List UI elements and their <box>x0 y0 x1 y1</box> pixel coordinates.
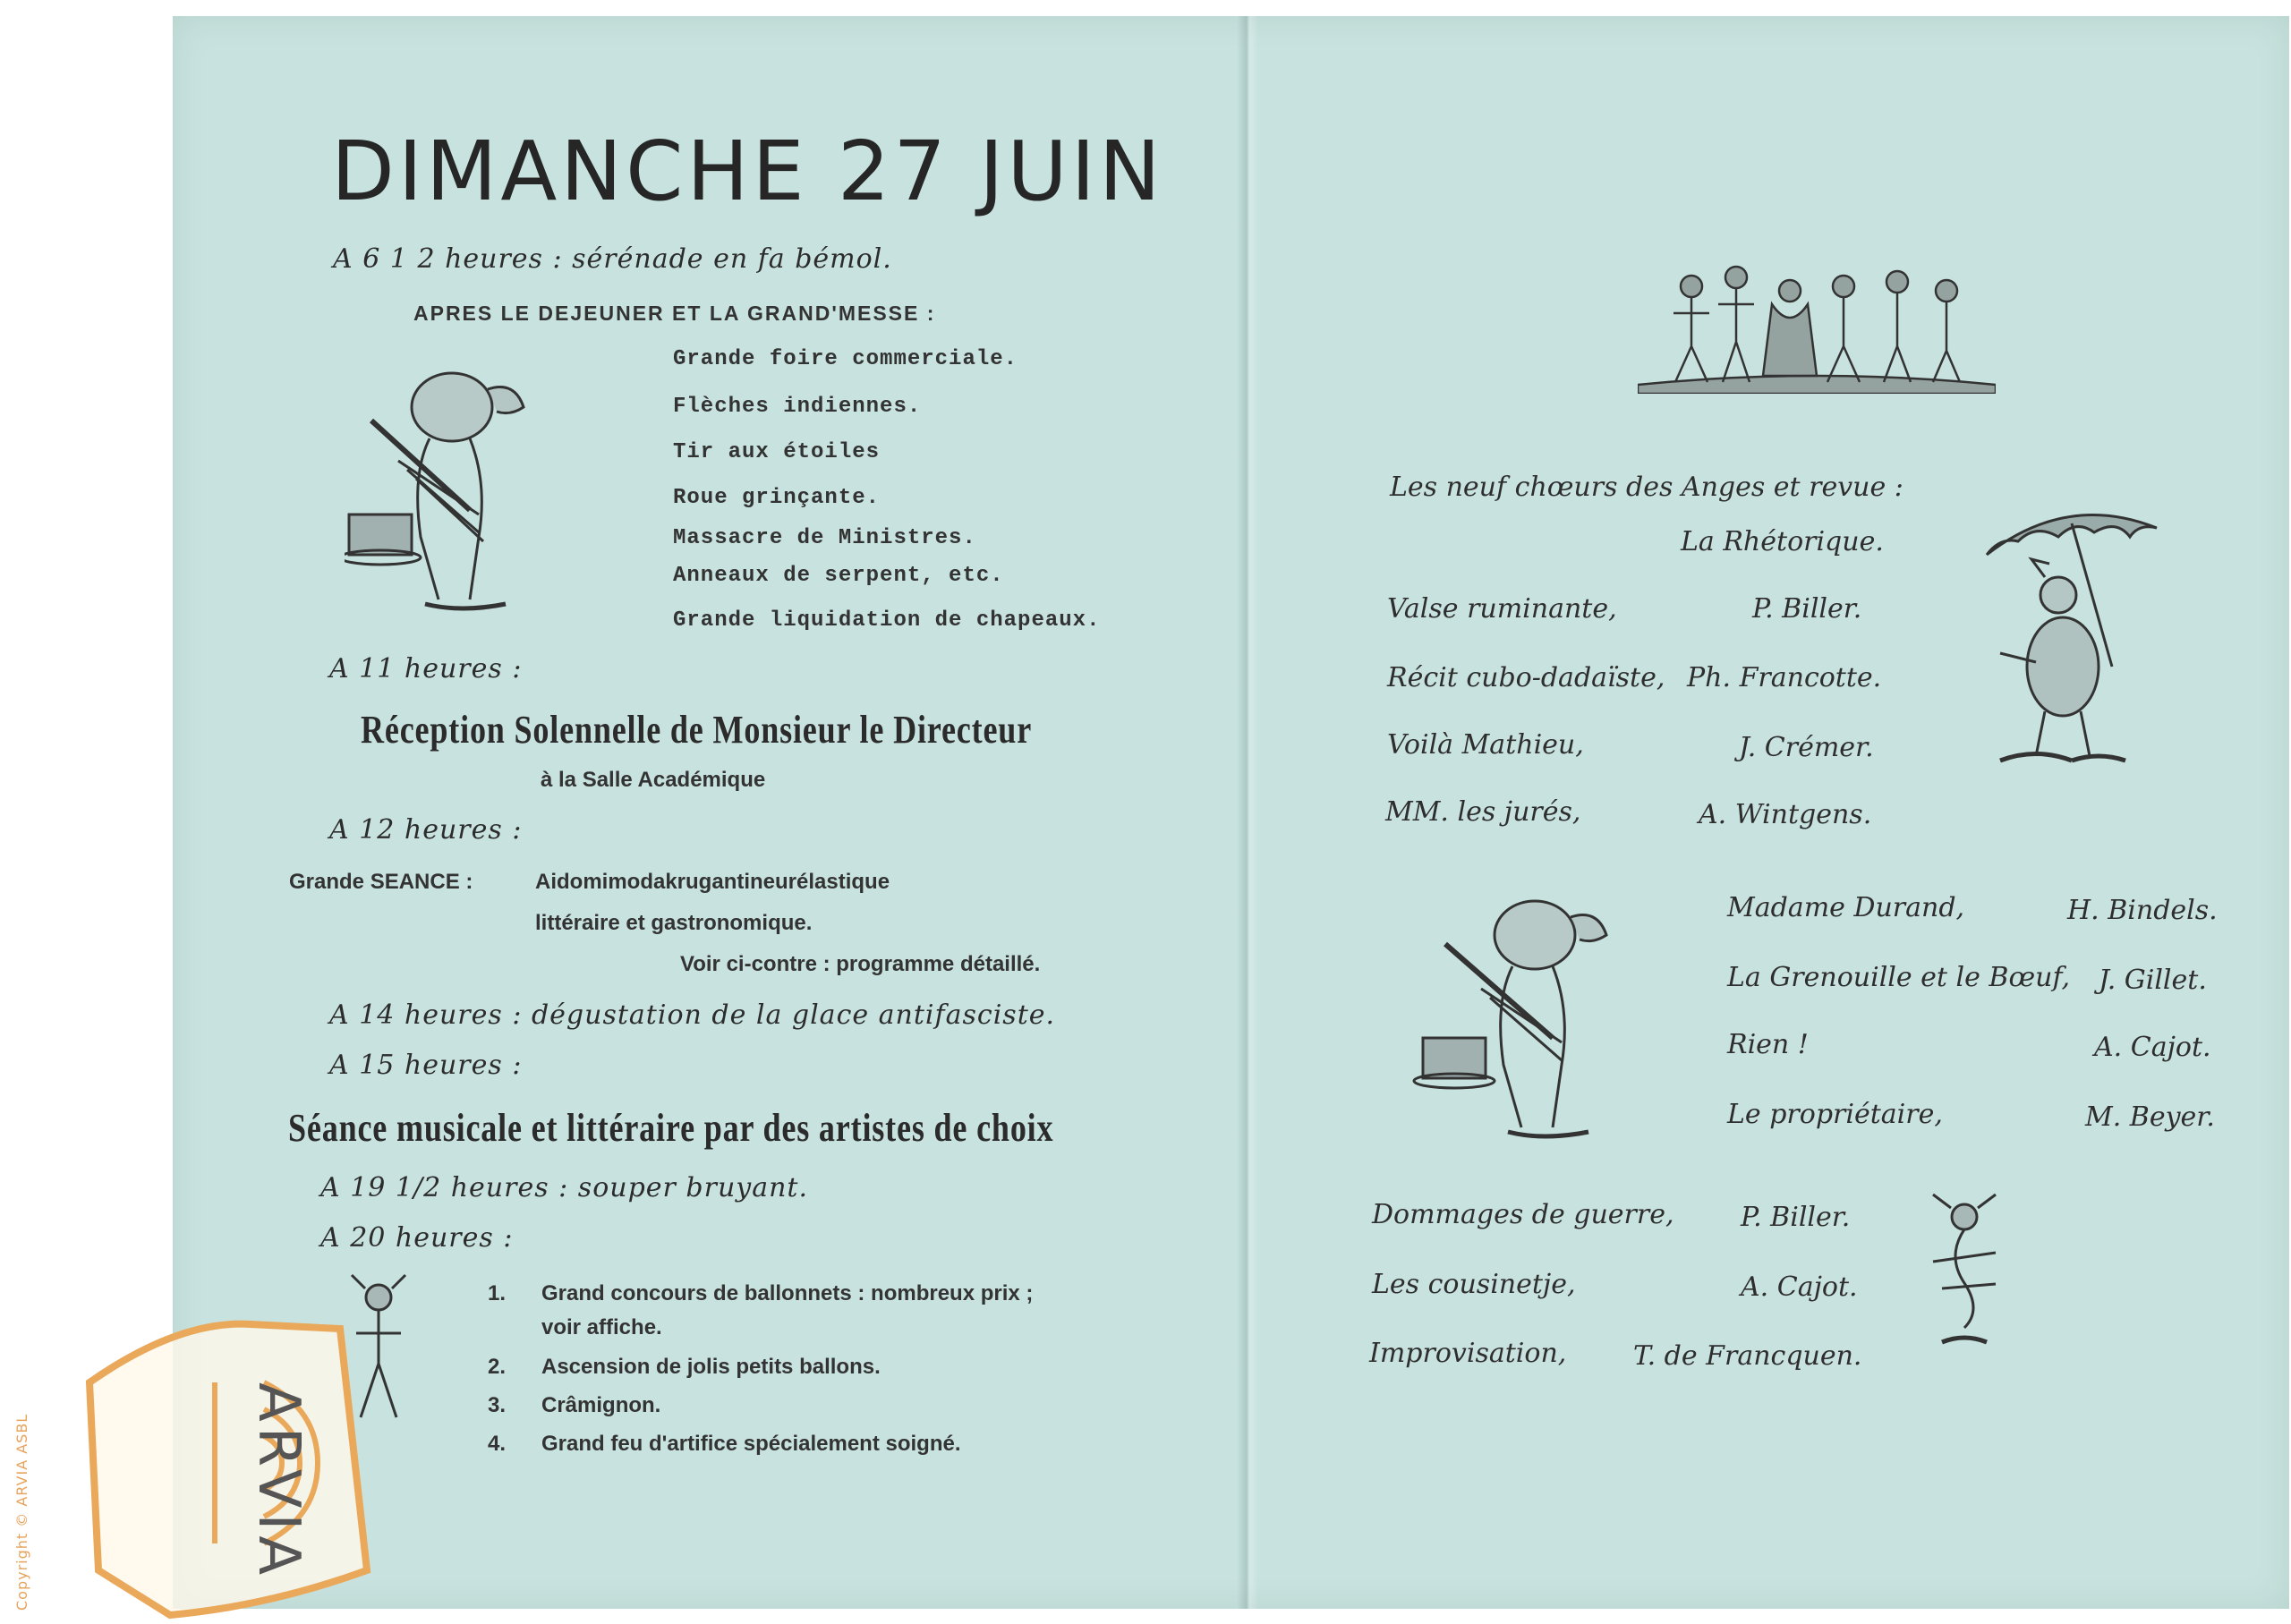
list-number: 4. <box>488 1432 507 1456</box>
piece-author: P. Biller. <box>1752 593 1862 625</box>
arvia-logo-text: ARVIA <box>245 1382 311 1581</box>
seance-musicale-heading: Séance musicale et littéraire par des artistes de choix <box>288 1106 1054 1150</box>
piece-title: Improvisation, <box>1369 1338 1567 1369</box>
activity-item: Roue grinçante. <box>673 486 881 510</box>
caricature-illustration-2 <box>1410 886 1660 1154</box>
seance-label: Grande SEANCE : <box>289 870 473 894</box>
piece-author: Ph. Francotte. <box>1687 662 1882 693</box>
seance-line-3: Voir ci-contre : programme détaillé. <box>680 952 1041 976</box>
piece-title: MM. les jurés, <box>1385 796 1581 828</box>
piece-title: Dommages de guerre, <box>1372 1199 1674 1230</box>
activity-item: Massacre de Ministres. <box>673 526 976 550</box>
piece-title: Voilà Mathieu, <box>1387 729 1584 761</box>
page-title: DIMANCHE 27 JUIN <box>331 123 1164 219</box>
piece-author: J. Crémer. <box>1739 732 1874 763</box>
piece-title: Madame Durand, <box>1727 892 1965 923</box>
piece-author: A. Wintgens. <box>1699 799 1872 830</box>
after-mass-heading: APRES LE DEJEUNER ET LA GRAND'MESSE : <box>413 302 936 325</box>
activity-item: Anneaux de serpent, etc. <box>673 564 1004 588</box>
reception-heading: Réception Solennelle de Monsieur le Directeur <box>361 708 1033 752</box>
list-item: voir affiche. <box>541 1315 662 1339</box>
piece-title: Les cousinetje, <box>1372 1269 1576 1300</box>
activity-item: Grande foire commerciale. <box>673 347 1018 371</box>
piece-title: Rien ! <box>1727 1029 1809 1060</box>
umbrella-man-illustration <box>1982 483 2161 778</box>
activity-item: Tir aux étoiles <box>673 440 881 464</box>
list-number: 1. <box>488 1281 507 1305</box>
list-item: Grand concours de ballonnets : nombreux prix ; <box>541 1281 1034 1305</box>
list-number: 3. <box>488 1393 507 1417</box>
piece-title: Récit cubo-dadaïste, <box>1387 662 1665 693</box>
arvia-logo-watermark <box>72 1302 394 1624</box>
piece-author: P. Biller. <box>1741 1202 1851 1233</box>
copyright-watermark: Copyright © ARVIA ASBL <box>13 1413 30 1611</box>
piece-title: Valse ruminante, <box>1387 593 1617 625</box>
list-number: 2. <box>488 1355 507 1379</box>
piece-author: A. Cajot. <box>2094 1032 2211 1063</box>
serenade-line: A 6 1 2 heures : sérénade en fa bémol. <box>333 243 892 275</box>
piece-title: La Grenouille et le Bœuf, <box>1727 962 2071 993</box>
time-20: A 20 heures : <box>320 1222 514 1254</box>
crowd-illustration <box>1638 251 1996 394</box>
activity-item: Flèches indiennes. <box>673 395 922 419</box>
piece-author: A. Cajot. <box>1741 1271 1858 1303</box>
list-item: Grand feu d'artifice spécialement soigné. <box>541 1432 961 1456</box>
list-item: Crâmignon. <box>541 1393 661 1417</box>
activity-item: Grande liquidation de chapeaux. <box>673 608 1101 633</box>
piece-author: T. de Francquen. <box>1633 1340 1862 1372</box>
time-12: A 12 heures : <box>329 814 523 846</box>
center-fold <box>1237 16 1258 1609</box>
rhetorique-line: La Rhétorique. <box>1681 526 1884 557</box>
jester-illustration-2 <box>1906 1190 2023 1351</box>
revue-intro: Les neuf chœurs des Anges et revue : <box>1390 472 1903 503</box>
time-15: A 15 heures : <box>329 1050 523 1081</box>
time-11: A 11 heures : <box>329 653 523 684</box>
seance-line-1: Aidomimodakrugantineurélastique <box>535 870 890 894</box>
time-14: A 14 heures : dégustation de la glace antifasciste. <box>329 999 1056 1031</box>
piece-author: H. Bindels. <box>2067 895 2218 926</box>
list-item: Ascension de jolis petits ballons. <box>541 1355 881 1379</box>
caricature-illustration <box>345 353 595 631</box>
seance-line-2: littéraire et gastronomique. <box>535 911 813 935</box>
piece-author: M. Beyer. <box>2085 1101 2215 1133</box>
time-19: A 19 1/2 heures : souper bruyant. <box>320 1172 809 1203</box>
piece-author: J. Gillet. <box>2099 965 2207 996</box>
piece-title: Le propriétaire, <box>1727 1099 1943 1130</box>
salle-line: à la Salle Académique <box>541 768 766 792</box>
